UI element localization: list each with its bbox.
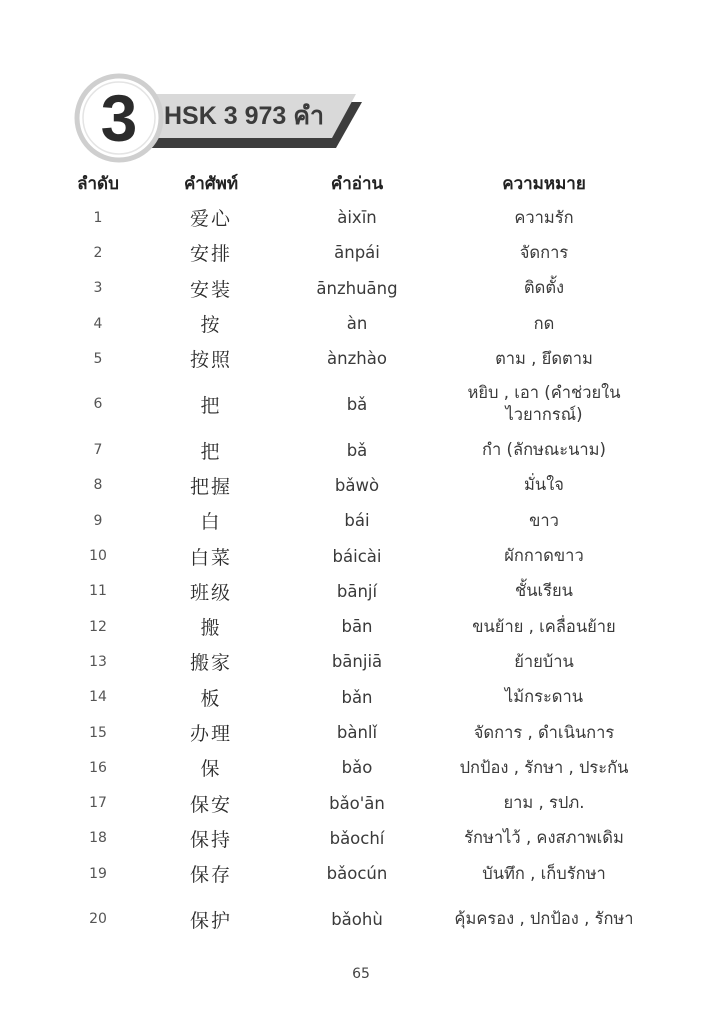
row-number: 2 [93, 244, 103, 261]
pinyin: báicài [332, 546, 382, 566]
page-title: HSK 3 973 คำ [164, 102, 324, 130]
chinese-word: 把 [200, 394, 222, 417]
table-row [52, 271, 652, 306]
meaning: ปกป้อง , รักษา , ประกัน [459, 757, 629, 777]
table-row [52, 376, 652, 432]
meaning: จัดการ [519, 242, 569, 262]
row-number: 4 [93, 315, 103, 332]
pinyin: bǎo'ān [329, 793, 385, 813]
pinyin: bānjiā [331, 652, 383, 672]
chapter-number: 3 [100, 81, 138, 155]
meaning: ความรัก [514, 207, 574, 227]
table-row [52, 235, 652, 270]
pinyin: ānzhuāng [316, 278, 398, 298]
table-row [52, 609, 652, 644]
chinese-word: 白菜 [189, 546, 232, 569]
page-number: 65 [352, 966, 370, 982]
pinyin: ānpái [334, 243, 380, 263]
table-row [52, 891, 652, 947]
chinese-word: 爱心 [189, 208, 232, 231]
pinyin: bǎwò [334, 475, 380, 495]
row-number: 14 [89, 689, 107, 706]
column-header-pinyin: คำอ่าน [330, 173, 384, 194]
column-header-meaning: ความหมาย [502, 173, 586, 194]
vocabulary-table [52, 166, 652, 947]
pinyin: bān [341, 617, 373, 637]
chinese-word: 搬家 [189, 652, 232, 675]
row-number: 3 [93, 280, 103, 297]
pinyin: àixīn [337, 208, 377, 228]
row-number: 13 [89, 653, 107, 670]
table-row [52, 644, 652, 679]
row-number: 1 [93, 209, 103, 226]
row-number: 18 [89, 830, 107, 847]
row-number: 12 [89, 618, 107, 635]
row-number: 10 [89, 548, 107, 565]
pinyin: bǎ [346, 394, 368, 414]
chinese-word: 白 [200, 511, 222, 534]
pinyin: bǎohù [331, 909, 383, 929]
table-row [52, 538, 652, 573]
chinese-word: 班级 [189, 581, 232, 604]
table-row [52, 750, 652, 785]
meaning: หยิบ , เอา (คำช่วยใน ไวยากรณ์) [467, 383, 621, 425]
meaning: ตาม , ยึดตาม [495, 348, 593, 368]
row-number: 20 [89, 911, 107, 928]
table-row [52, 715, 652, 750]
meaning: ย้ายบ้าน [514, 651, 574, 671]
row-number: 19 [89, 865, 107, 882]
meaning: มั่นใจ [524, 475, 564, 495]
pinyin: bǎochí [329, 828, 385, 848]
row-number: 8 [93, 477, 103, 494]
table-row [52, 503, 652, 538]
pinyin: bānjí [336, 581, 378, 601]
chinese-word: 办理 [189, 723, 232, 745]
row-number: 11 [89, 583, 107, 600]
pinyin: bǎn [341, 687, 373, 707]
row-number: 16 [89, 759, 107, 776]
chinese-word: 搬 [200, 617, 222, 640]
table-row [52, 432, 652, 467]
pinyin: bǎocún [326, 864, 388, 884]
column-header-word: คำศัพท์ [183, 173, 239, 194]
chapter-badge [74, 72, 374, 164]
chinese-word: 安排 [189, 243, 232, 266]
meaning: ชั้นเรียน [515, 581, 573, 601]
pinyin: bǎ [346, 440, 368, 460]
meaning: กำ (ลักษณะนาม) [482, 440, 606, 460]
table-row [52, 574, 652, 609]
meaning: กด [533, 313, 555, 333]
column-header-number: ลำดับ [77, 173, 119, 194]
row-number: 15 [89, 724, 107, 741]
chinese-word: 保护 [189, 909, 232, 932]
pinyin: bái [344, 511, 370, 531]
row-number: 6 [93, 396, 103, 413]
chinese-word: 保存 [189, 864, 232, 887]
meaning: ยาม , รปภ. [503, 793, 585, 813]
chinese-word: 保持 [189, 828, 232, 851]
pinyin: bànlǐ [336, 723, 378, 742]
table-row [52, 200, 652, 235]
table-row [52, 680, 652, 715]
pinyin: bǎo [341, 758, 373, 778]
pinyin: ànzhào [327, 349, 387, 369]
row-number: 9 [93, 512, 103, 529]
meaning: จัดการ , ดำเนินการ [473, 722, 615, 742]
table-row [52, 785, 652, 820]
chinese-word: 把握 [189, 475, 232, 498]
chinese-word: 把 [200, 440, 222, 463]
meaning: ผักกาดขาว [504, 546, 584, 566]
meaning: รักษาไว้ , คงสภาพเดิม [464, 828, 624, 848]
meaning: ขาว [529, 510, 559, 530]
row-number: 5 [93, 350, 103, 367]
table-row [52, 821, 652, 856]
row-number: 17 [89, 795, 107, 812]
chinese-word: 安装 [189, 278, 232, 301]
row-number: 7 [93, 442, 103, 459]
table-header-row [52, 166, 652, 200]
meaning: บันทึก , เก็บรักษา [482, 863, 606, 883]
chinese-word: 板 [200, 687, 222, 710]
table-row [52, 468, 652, 503]
table-row [52, 306, 652, 341]
chinese-word: 按照 [189, 349, 232, 372]
table-row [52, 856, 652, 891]
pinyin: àn [346, 314, 368, 334]
chinese-word: 保 [200, 758, 222, 781]
meaning: ติดตั้ง [523, 278, 565, 298]
meaning: ไม้กระดาน [504, 687, 584, 707]
chinese-word: 按 [200, 314, 222, 337]
meaning: ขนย้าย , เคลื่อนย้าย [472, 616, 616, 636]
table-row [52, 341, 652, 376]
meaning: คุ้มครอง , ปกป้อง , รักษา [454, 909, 634, 929]
chinese-word: 保安 [189, 793, 232, 816]
